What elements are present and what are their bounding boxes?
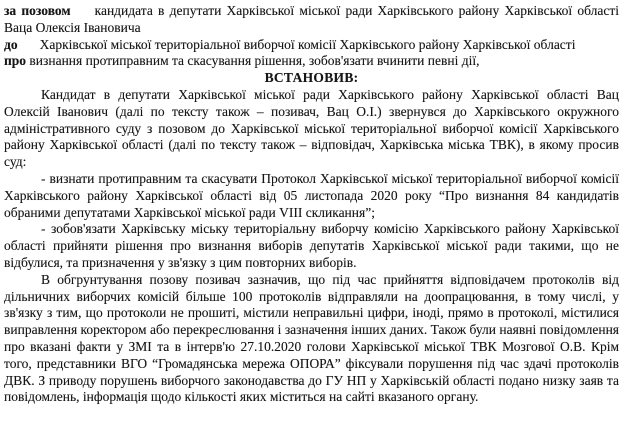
paragraph-claim-item-1: - визнати протиправним та скасувати Протокол Харківської міської територіальної виборчої комісії Харківського району Харківської області від 05 листопада 2020 року “Про визнання 84 кандидатів обраними депутатами Харківської міської ради VIII скликання”; [4,170,619,220]
paragraph-claim-grounds: В обгрунтування позову позивач зазначив, що під час прийняття відповідачем протоколів від дільничних виборчих комісій більше 100 протоколів відправляли на доопрацювання, в тому числі, у зв'язку з тим, що протоколи не прошиті, містили неправильні цифри, іноді, прямо в протоколі, містилися виправлення коректором або перекреслювання і зазначення інших даних. Також були наявні повідомлення про вказані факти у ЗМІ та в інтерв'ю 27.10.2020 голови Харківської міської ТВК Мозгової О.В. Крім того, представники ВГО “Громадянська мережа ОПОРА” фіксували порушення під час здачі протоколів ДВК. З приводу порушень виборчого законодавства до ГУ НП у Харківській області подано низку заяв та повідомлень, інформація щодо кількості яких міститься на сайті вказаного органу. [4,271,619,405]
subject-text: визнання протиправним та скасування рішення, зобов'язати вчинити певні дії, [29,53,480,69]
paragraph-claim-item-2: - зобов'язати Харківську міську територіальну виборчу комісію Харківського району Харківської області прийняти рішення про визнання виборів депутатів Харківської міської ради такими, що не відбулися, та призначення у зв'язку з цим повторних виборів. [4,221,619,270]
plaintiff-text: кандидата в депутати Харківської міської ради Харківського району Харківської області Ваца Олексія Івановича [4,3,620,35]
case-subject-line [4,53,619,70]
case-plaintiff-line [4,3,619,37]
established-heading: ВСТАНОВИВ: [264,70,359,86]
plaintiff-label: за позовом [4,3,71,18]
paragraph-claim-intro: Кандидат в депутати Харківської міської ради Харківського району Харківської області Вац Олексій Іванович (далі по тексту також – позивач, Вац О.І.) звернувся до Харківського окружного адміністративного суду з позовом до Харківської міської територіальної виборчої комісії Харківського району Харківської області (далі по тексту також – відповідач, Харківська міська ТВК), в якому просив суд: [4,86,619,170]
case-defendant-line [4,37,619,54]
subject-label: про [4,53,27,69]
defendant-text: Харківської міської територіальної виборчої комісії Харківського району Харківської області [39,36,576,52]
defendant-label: до [4,36,18,52]
